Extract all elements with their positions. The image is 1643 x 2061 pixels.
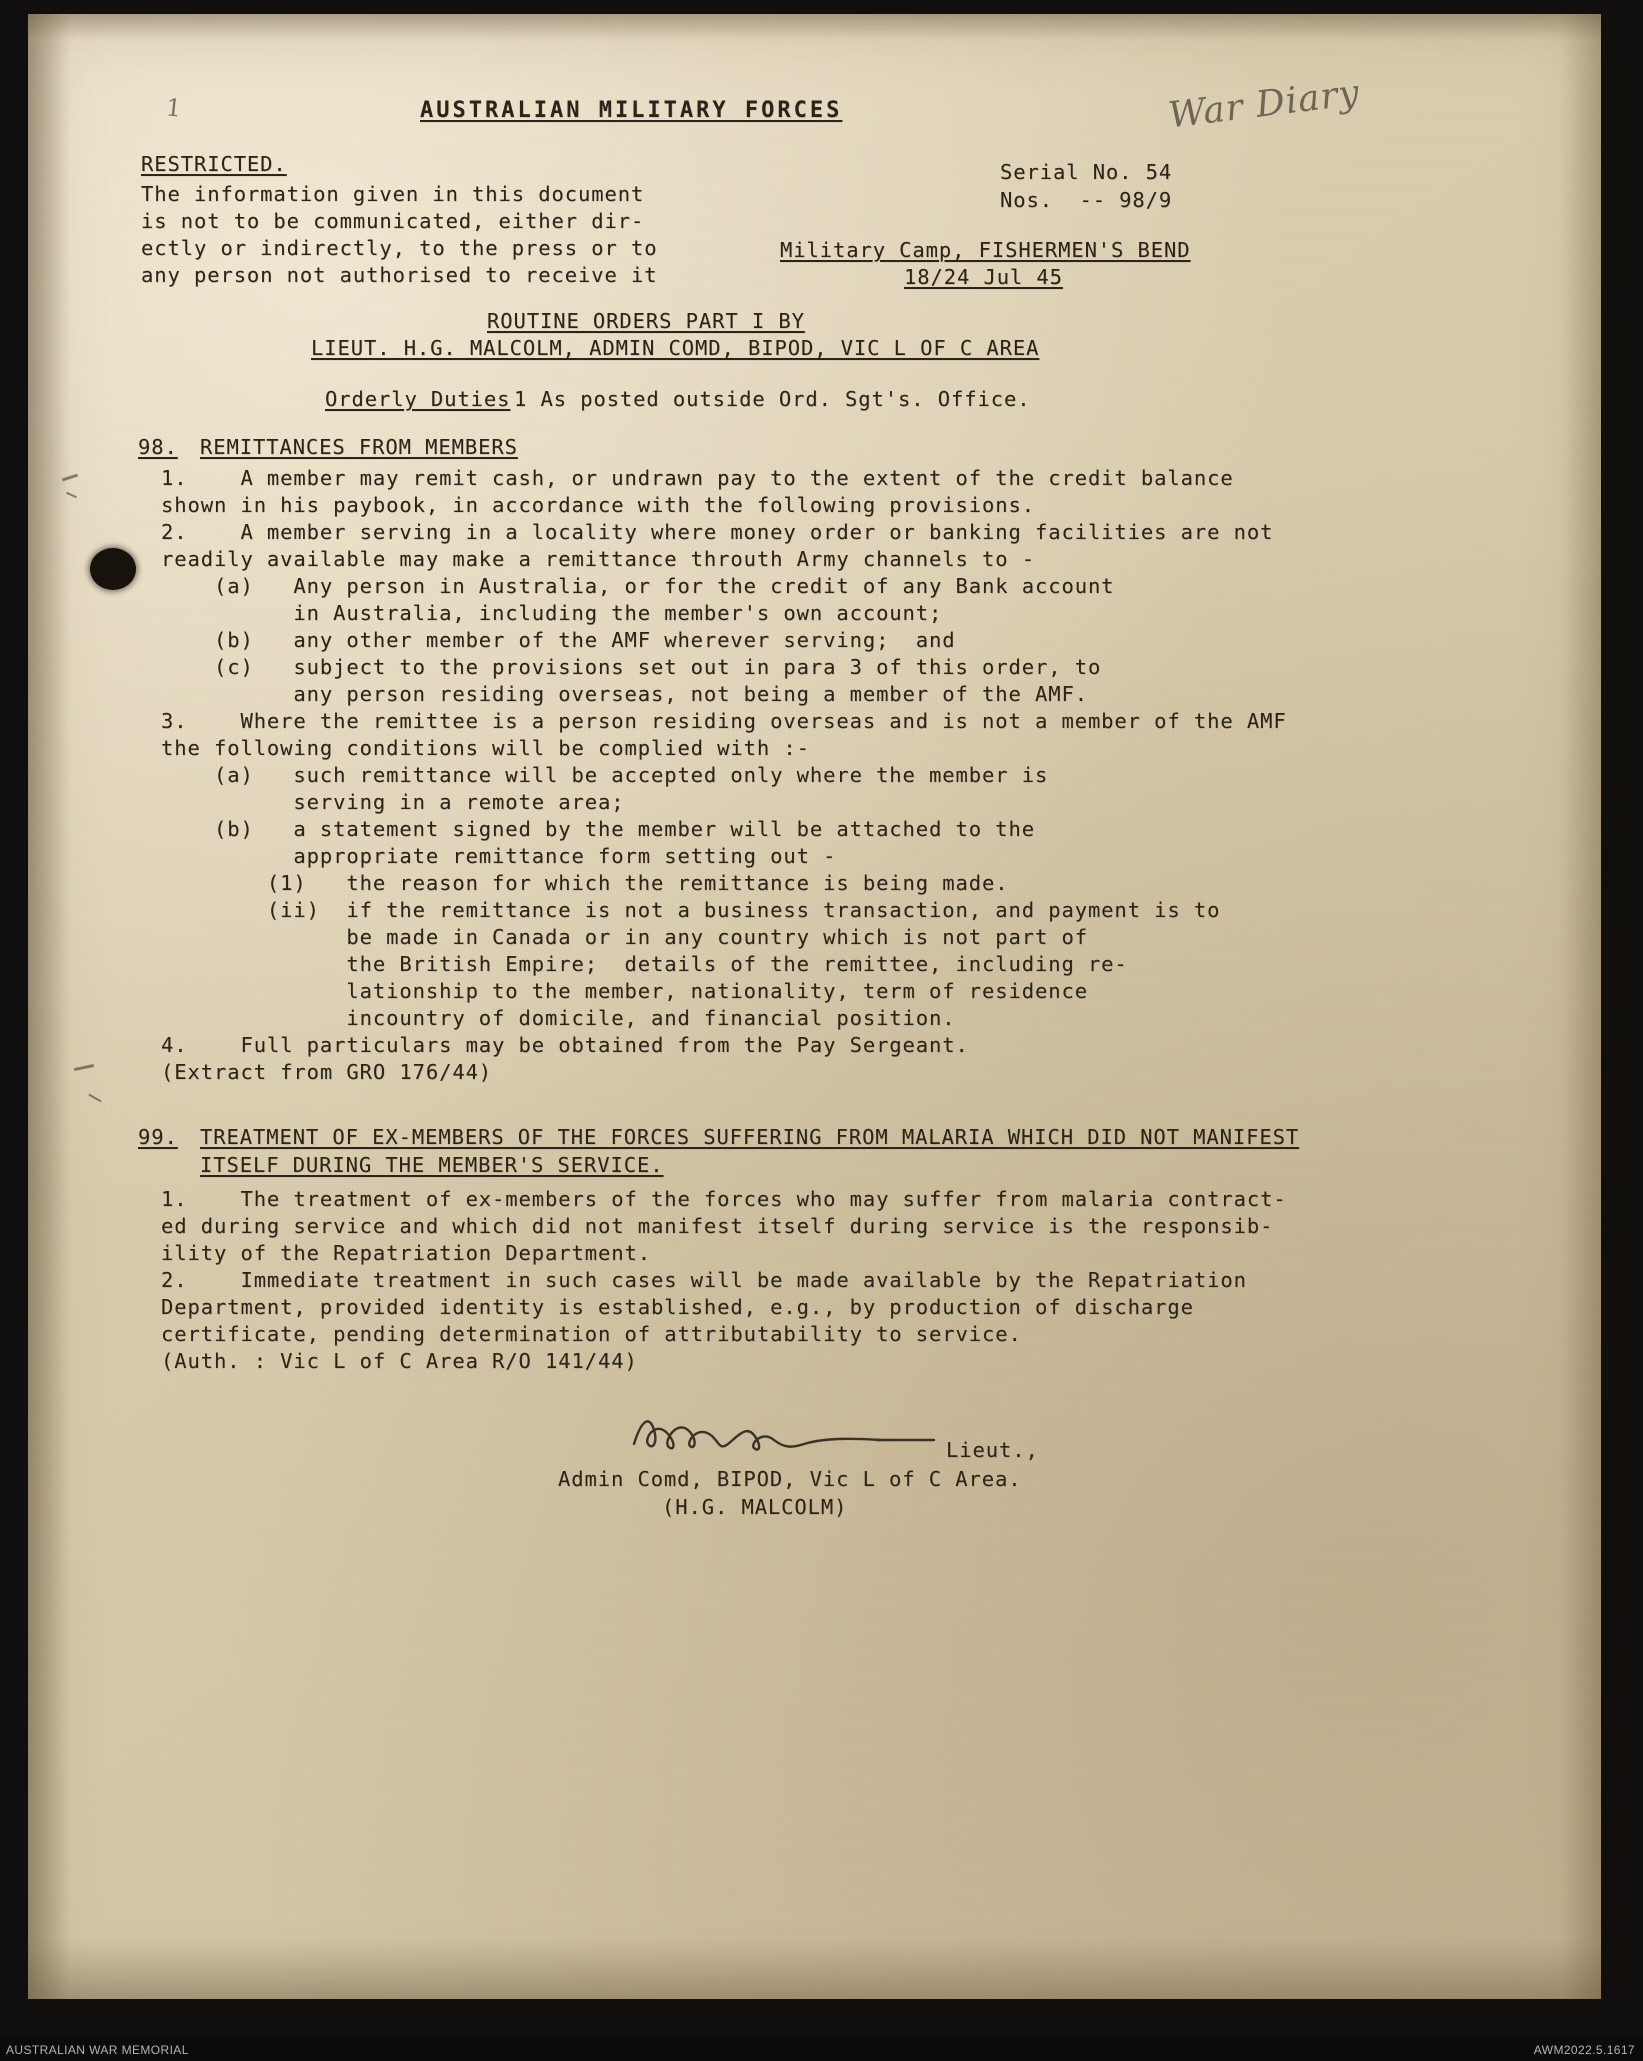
item-98-body-line: appropriate remittance form setting out - — [161, 844, 837, 868]
handwritten-war-diary-note: War Diary — [1166, 72, 1363, 137]
item-98-number: 98. — [138, 435, 178, 459]
item-98-body-line: (a) such remittance will be accepted only where the member is — [161, 763, 1049, 787]
orders-title-line-2: LIEUT. H.G. MALCOLM, ADMIN COMD, BIPOD, VIC L OF C AREA — [311, 336, 1040, 360]
item-98-body-line: (c) subject to the provisions set out in para 3 of this order, to — [161, 655, 1102, 679]
item-98-body-line: 3. Where the remittee is a person residing overseas and is not a member of the AMF — [161, 709, 1287, 733]
date-line: 18/24 Jul 45 — [904, 265, 1063, 289]
item-98-body-line: (a) Any person in Australia, or for the credit of any Bank account — [161, 574, 1115, 598]
footer-institution: AUSTRALIAN WAR MEMORIAL — [6, 2043, 189, 2057]
item-98-body-line: lationship to the member, nationality, term of residence — [161, 979, 1088, 1003]
item-99-body-line: 1. The treatment of ex-members of the forces who may suffer from malaria contract- — [161, 1187, 1287, 1211]
restricted-text-line: is not to be communicated, either dir- — [141, 209, 645, 233]
restricted-text-line: ectly or indirectly, to the press or to — [141, 236, 658, 260]
item-99-body-line: ility of the Repatriation Department. — [161, 1241, 651, 1265]
item-99-body-line: (Auth. : Vic L of C Area R/O 141/44) — [161, 1349, 638, 1373]
restricted-label: RESTRICTED. — [141, 152, 287, 176]
typed-text-layer — [28, 14, 1601, 1999]
item-99-body-line: ed during service and which did not manifest itself during service is the responsib- — [161, 1214, 1274, 1238]
footer-accession-id: AWM2022.5.1617 — [1533, 2043, 1635, 2057]
page-title: AUSTRALIAN MILITARY FORCES — [420, 98, 843, 123]
signature-name: (H.G. MALCOLM) — [662, 1495, 848, 1519]
item-99-number: 99. — [138, 1125, 178, 1149]
restricted-text-line: The information given in this document — [141, 182, 645, 206]
item-99-heading-line-1: TREATMENT OF EX-MEMBERS OF THE FORCES SUFFERING FROM MALARIA WHICH DID NOT MANIFEST — [200, 1125, 1300, 1149]
item-99-heading-line-2: ITSELF DURING THE MEMBER'S SERVICE. — [200, 1153, 664, 1177]
item-98-body-line: (b) any other member of the AMF wherever serving; and — [161, 628, 956, 652]
orderly-duties-label: Orderly Duties — [325, 387, 511, 411]
pencil-mark: 1 — [164, 93, 183, 123]
item-98-body-line: (Extract from GRO 176/44) — [161, 1060, 493, 1084]
item-98-body-line: (1) the reason for which the remittance is being made. — [161, 871, 1009, 895]
item-98-body-line: (ii) if the remittance is not a business transaction, and payment is to — [161, 898, 1221, 922]
item-98-body-line: shown in his paybook, in accordance with the following provisions. — [161, 493, 1035, 517]
nos-number: Nos. -- 98/9 — [1000, 188, 1173, 212]
footer-bar — [0, 2035, 1643, 2061]
item-98-body-line: 4. Full particulars may be obtained from the Pay Sergeant. — [161, 1033, 969, 1057]
item-99-body-line: 2. Immediate treatment in such cases will be made available by the Repatriation — [161, 1268, 1247, 1292]
item-98-body-line: the following conditions will be complied with :- — [161, 736, 810, 760]
item-99-body-line: Department, provided identity is established, e.g., by production of discharge — [161, 1295, 1194, 1319]
document-page — [28, 14, 1601, 1999]
item-98-body-line: in Australia, including the member's own account; — [161, 601, 943, 625]
orders-title-line-1: ROUTINE ORDERS PART I BY — [487, 309, 805, 333]
item-98-body-line: any person residing overseas, not being a member of the AMF. — [161, 682, 1088, 706]
item-98-heading: REMITTANCES FROM MEMBERS — [200, 435, 518, 459]
item-98-body-line: serving in a remote area; — [161, 790, 625, 814]
item-98-body-line: (b) a statement signed by the member will be attached to the — [161, 817, 1035, 841]
serial-number: Serial No. 54 — [1000, 160, 1173, 184]
item-98-body-line: the British Empire; details of the remittee, including re- — [161, 952, 1128, 976]
item-98-body-line: 1. A member may remit cash, or undrawn pay to the extent of the credit balance — [161, 466, 1234, 490]
item-98-body-line: readily available may make a remittance throuth Army channels to - — [161, 547, 1035, 571]
orderly-duties-text: 1 As posted outside Ord. Sgt's. Office. — [514, 387, 1031, 411]
camp-line: Military Camp, FISHERMEN'S BEND — [780, 238, 1191, 262]
item-99-body-line: certificate, pending determination of attributability to service. — [161, 1322, 1022, 1346]
signature-appointment: Admin Comd, BIPOD, Vic L of C Area. — [558, 1467, 1022, 1491]
item-98-body-line: be made in Canada or in any country which is not part of — [161, 925, 1088, 949]
item-98-body-line: incountry of domicile, and financial position. — [161, 1006, 956, 1030]
handwritten-signature — [628, 1404, 948, 1464]
signature-rank: Lieut., — [946, 1438, 1039, 1462]
restricted-text-line: any person not authorised to receive it — [141, 263, 658, 287]
item-98-body-line: 2. A member serving in a locality where money order or banking facilities are not — [161, 520, 1274, 544]
